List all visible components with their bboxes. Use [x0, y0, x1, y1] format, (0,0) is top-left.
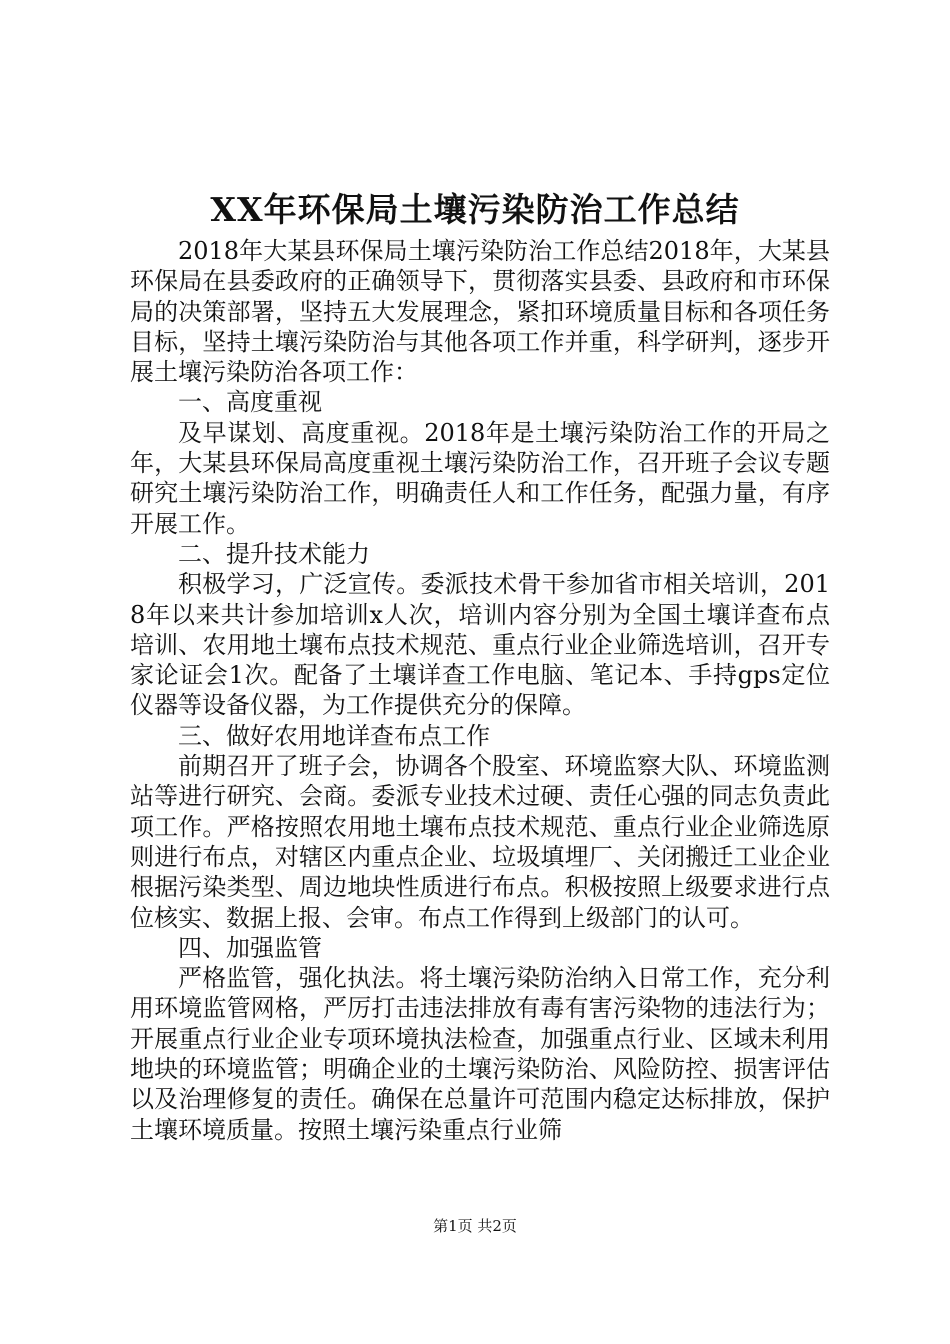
section-heading-4: 四、加强监管	[178, 933, 322, 962]
section-paragraph-3: 前期召开了班子会，协调各个股室、环境监察大队、环境监测站等进行研究、会商。委派专业技术过硬、责任心强的同志负责此项工作。严格按照农用地土壤布点技术规范、重点行业企业筛选原则进行布点，对辖区内重点企业、垃圾填埋厂、关闭搬迁工业企业根据污染类型、周边地块性质进行布点。积极按照上级要求进行点位核实、数据上报、会审。布点工作得到上级部门的认可。	[130, 752, 830, 932]
page-number-footer: 第1页 共2页	[433, 1217, 517, 1235]
section-heading-1: 一、高度重视	[178, 388, 322, 417]
section-heading-3: 三、做好农用地详查布点工作	[178, 721, 490, 750]
section-paragraph-4: 严格监管，强化执法。将土壤污染防治纳入日常工作，充分利用环境监管网格，严厉打击违法排放有毒有害污染物的违法行为；开展重点行业企业专项环境执法检查，加强重点行业、区域未利用地块的环境监管；明确企业的土壤污染防治、风险防控、损害评估以及治理修复的责任。确保在总量许可范围内稳定达标排放，保护土壤环境质量。按照土壤污染重点行业筛	[130, 964, 830, 1144]
section-paragraph-1: 及早谋划、高度重视。2018年是土壤污染防治工作的开局之年，大某县环保局高度重视土壤污染防治工作，召开班子会议专题研究土壤污染防治工作，明确责任人和工作任务，配强力量，有序开展工作。	[130, 418, 830, 538]
document-title: XX年环保局土壤污染防治工作总结	[210, 190, 740, 229]
section-paragraph-2: 积极学习，广泛宣传。委派技术骨干参加省市相关培训，2018年以来共计参加培训x人次，培训内容分别为全国土壤详查布点培训、农用地土壤布点技术规范、重点行业企业筛选培训，召开专家论证会1次。配备了土壤详查工作电脑、笔记本、手持gps定位仪器等设备仪器，为工作提供充分的保障。	[130, 570, 830, 720]
document-body	[130, 236, 830, 1145]
section-heading-2: 二、提升技术能力	[178, 539, 370, 568]
intro-paragraph: 2018年大某县环保局土壤污染防治工作总结2018年，大某县环保局在县委政府的正确领导下，贯彻落实县委、县政府和市环保局的决策部署，坚持五大发展理念，紧扣环境质量目标和各项任务目标，坚持土壤污染防治与其他各项工作并重，科学研判，逐步开展土壤污染防治各项工作：	[130, 237, 830, 387]
